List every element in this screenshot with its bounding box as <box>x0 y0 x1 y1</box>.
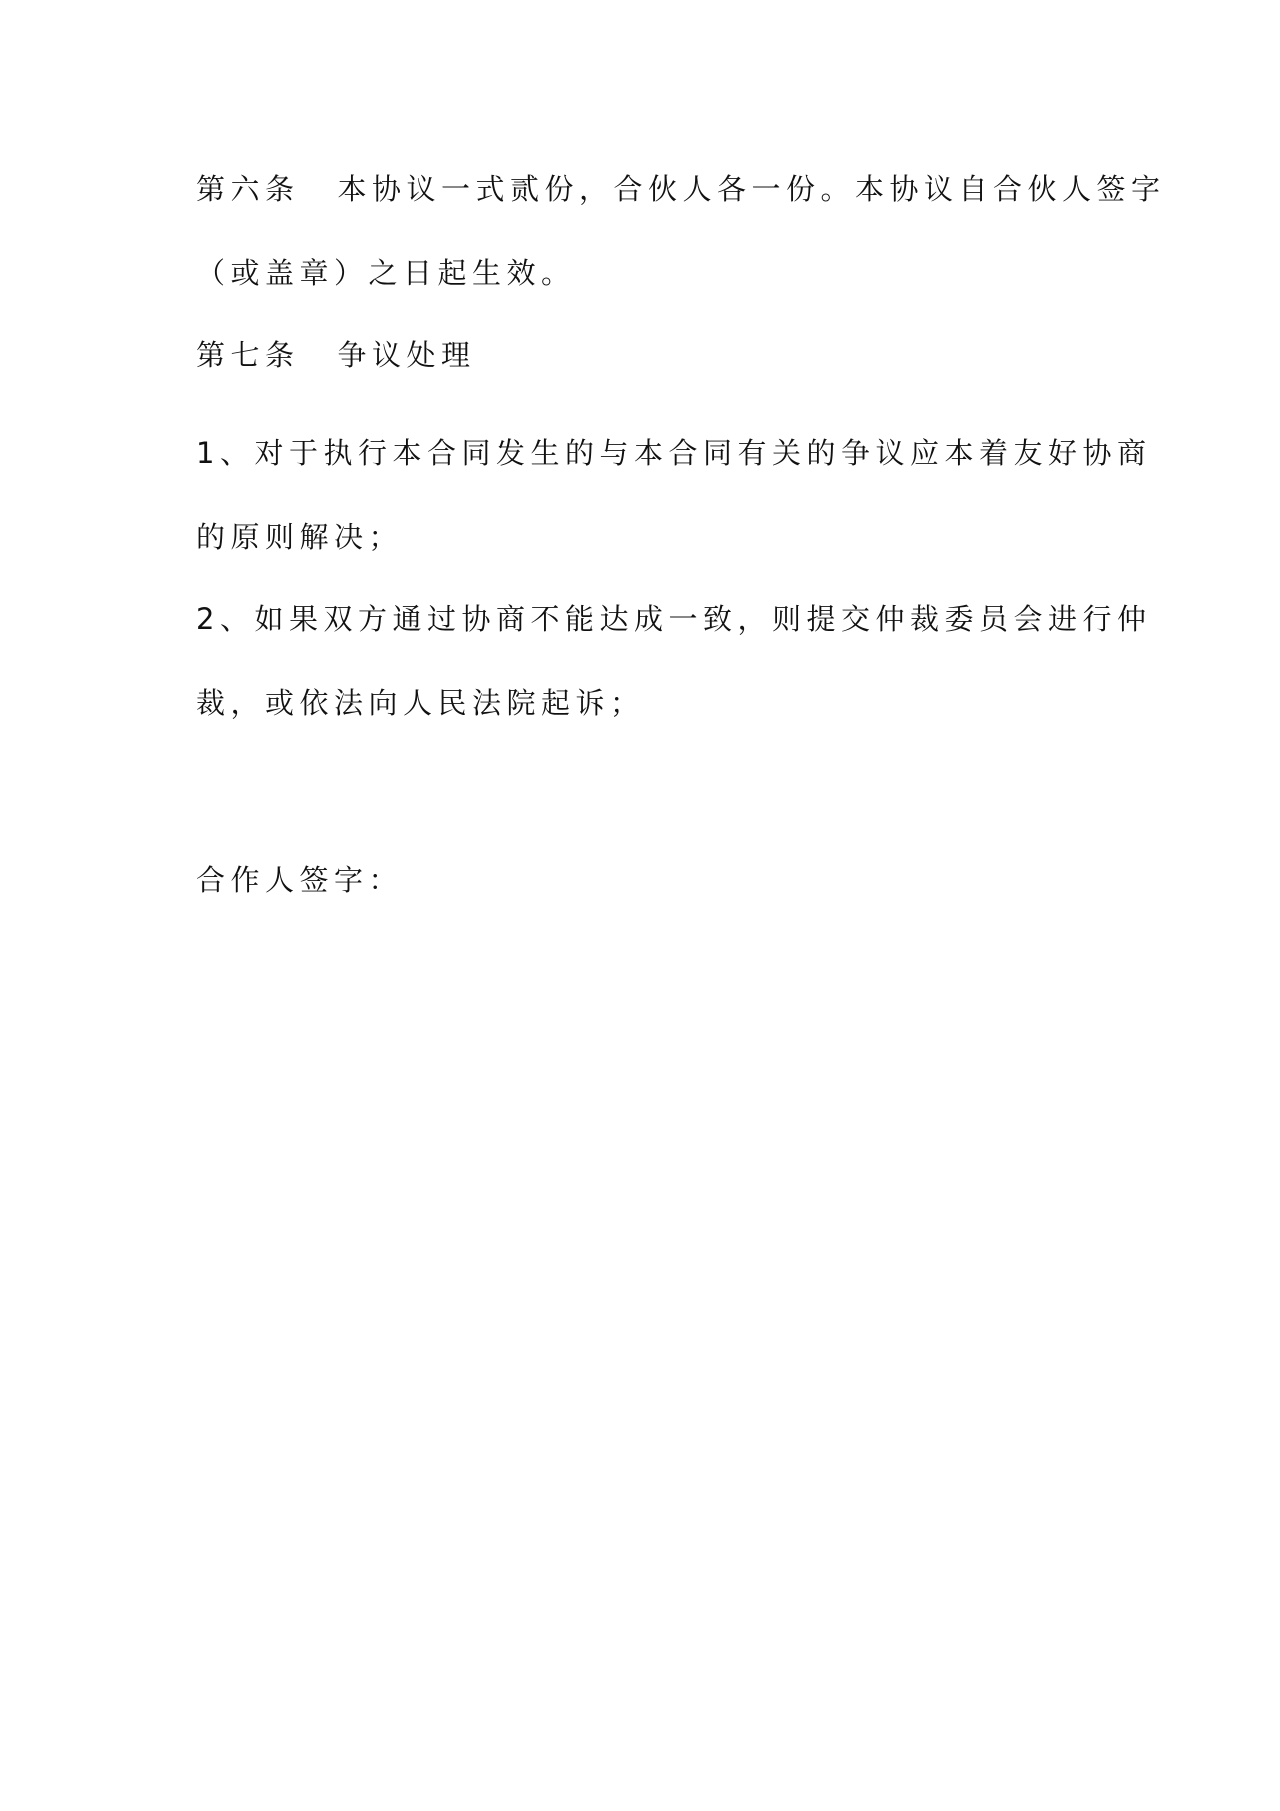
article-6-line-2: （或盖章）之日起生效。 <box>196 256 576 290</box>
article-7-title: 争议处理 <box>337 338 476 372</box>
clause-item-2 <box>196 577 1152 745</box>
article-7-paragraph <box>196 313 1096 397</box>
clause-item-1 <box>196 411 1152 579</box>
signature-label: 合作人签字： <box>196 863 404 897</box>
article-6-text-1: 本协议一式贰份，合伙人各一份。本协议自合伙人签字 <box>337 172 1166 206</box>
clause-item-2-line-1: 2、如果双方通过协商不能达成一致，则提交仲裁委员会进行仲 <box>196 602 1152 636</box>
article-7-line <box>196 313 1096 397</box>
article-6-heading: 第六条 <box>196 172 300 206</box>
clause-item-2-line-2: 裁，或依法向人民法院起诉； <box>196 686 645 720</box>
clause-item-1-line-2: 的原则解决； <box>196 520 404 554</box>
article-7-heading: 第七条 <box>196 338 300 372</box>
signature-section <box>196 838 1096 922</box>
article-6-paragraph <box>196 147 1166 315</box>
clause-item-1-line-1: 1、对于执行本合同发生的与本合同有关的争议应本着友好协商 <box>196 436 1152 470</box>
article-6-line-1 <box>196 147 1166 231</box>
